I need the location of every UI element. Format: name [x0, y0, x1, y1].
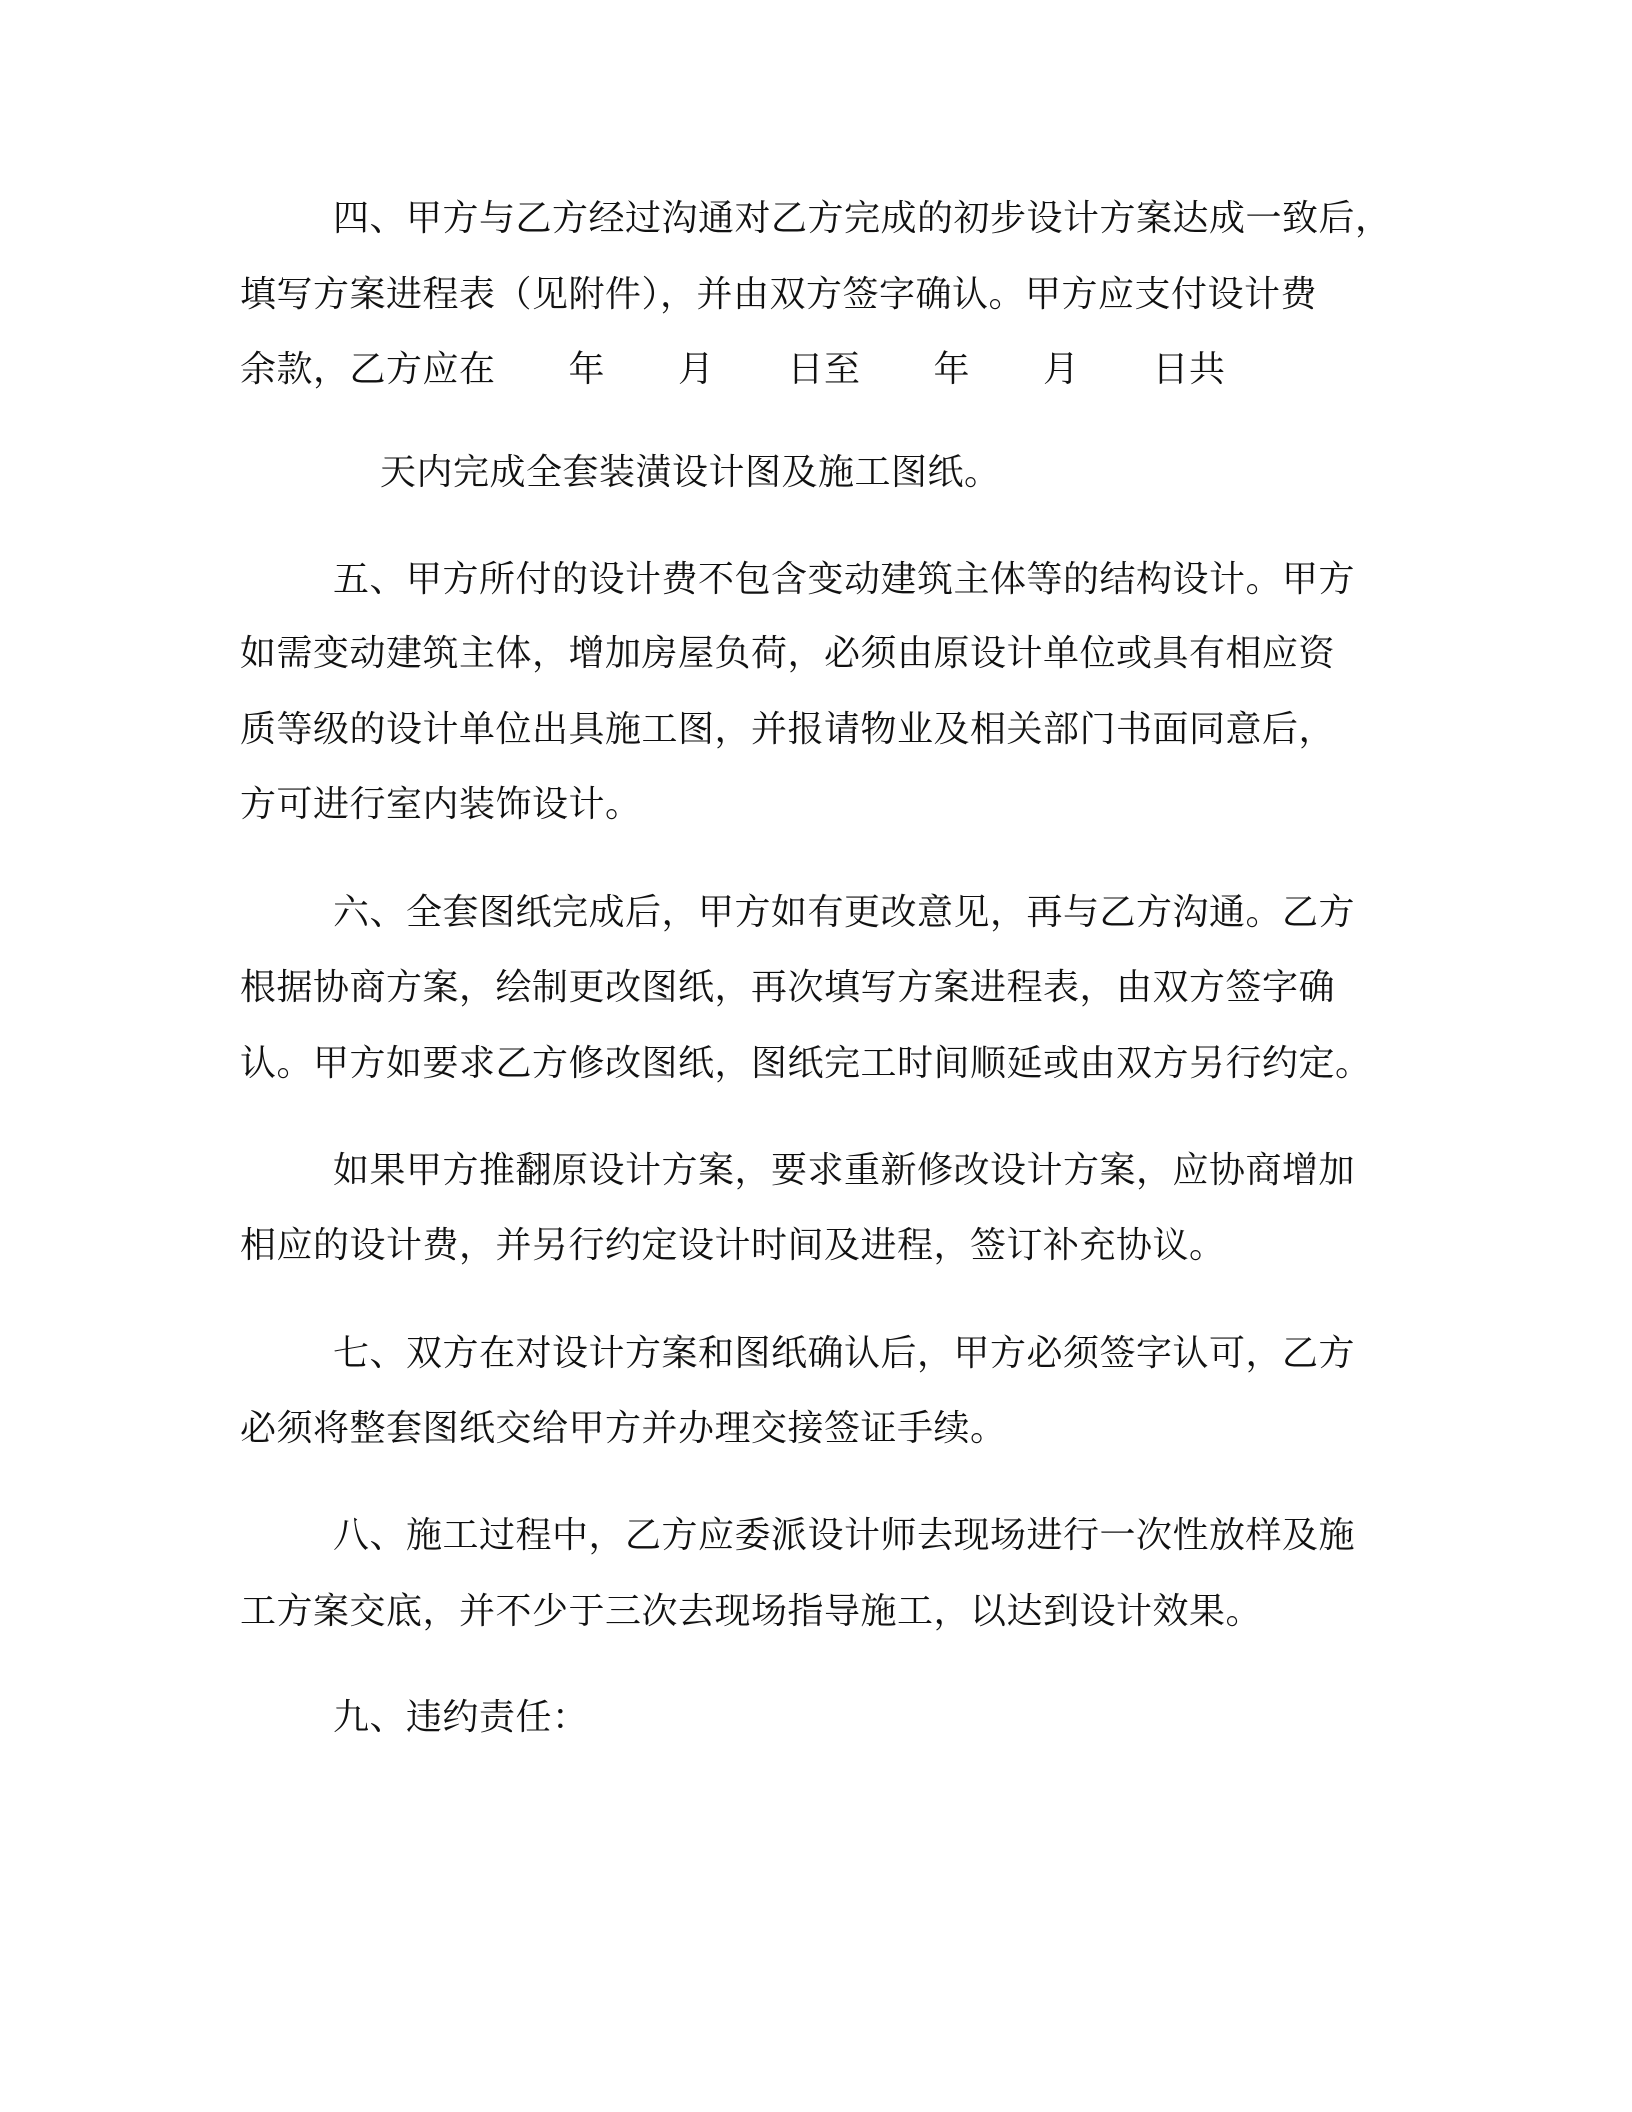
section-7-line-2: 必须将整套图纸交给甲方并办理交接签证手续。 [240, 1408, 1007, 1449]
section-4-line-2: 填写方案进程表（见附件），并由双方签字确认。甲方应支付设计费 [240, 274, 1318, 315]
section-6-line-2: 根据协商方案，绘制更改图纸，再次填写方案进程表，由双方签字确 [240, 967, 1336, 1008]
section-9-line-1: 九、违约责任： [333, 1697, 589, 1738]
section-6-supplement-line-1: 如果甲方推翻原设计方案，要求重新修改设计方案，应协商增加 [333, 1150, 1356, 1191]
section-8-line-2: 工方案交底，并不少于三次去现场指导施工，以达到设计效果。 [240, 1591, 1263, 1632]
section-4-line-1: 四、甲方与乙方经过沟通对乙方完成的初步设计方案达成一致后， [333, 198, 1392, 239]
section-5-line-2: 如需变动建筑主体，增加房屋负荷，必须由原设计单位或具有相应资 [240, 633, 1336, 674]
section-5-line-4: 方可进行室内装饰设计。 [240, 784, 642, 825]
section-6-supplement-line-2: 相应的设计费，并另行约定设计时间及进程，签订补充协议。 [240, 1225, 1226, 1266]
section-6-line-3: 认。甲方如要求乙方修改图纸，图纸完工时间顺延或由双方另行约定。 [240, 1043, 1372, 1084]
section-7-line-1: 七、双方在对设计方案和图纸确认后，甲方必须签字认可，乙方 [333, 1333, 1356, 1374]
section-8-line-1: 八、施工过程中，乙方应委派设计师去现场进行一次性放样及施 [333, 1515, 1356, 1556]
section-4-line-4: 天内完成全套装潢设计图及施工图纸。 [380, 452, 1001, 493]
section-6-line-1: 六、全套图纸完成后，甲方如有更改意见，再与乙方沟通。乙方 [333, 892, 1356, 933]
section-4-line-3: 余款，乙方应在 年 月 日至 年 月 日共 [240, 349, 1226, 390]
section-5-line-1: 五、甲方所付的设计费不包含变动建筑主体等的结构设计。甲方 [333, 559, 1356, 600]
section-5-line-3: 质等级的设计单位出具施工图，并报请物业及相关部门书面同意后， [240, 709, 1336, 750]
